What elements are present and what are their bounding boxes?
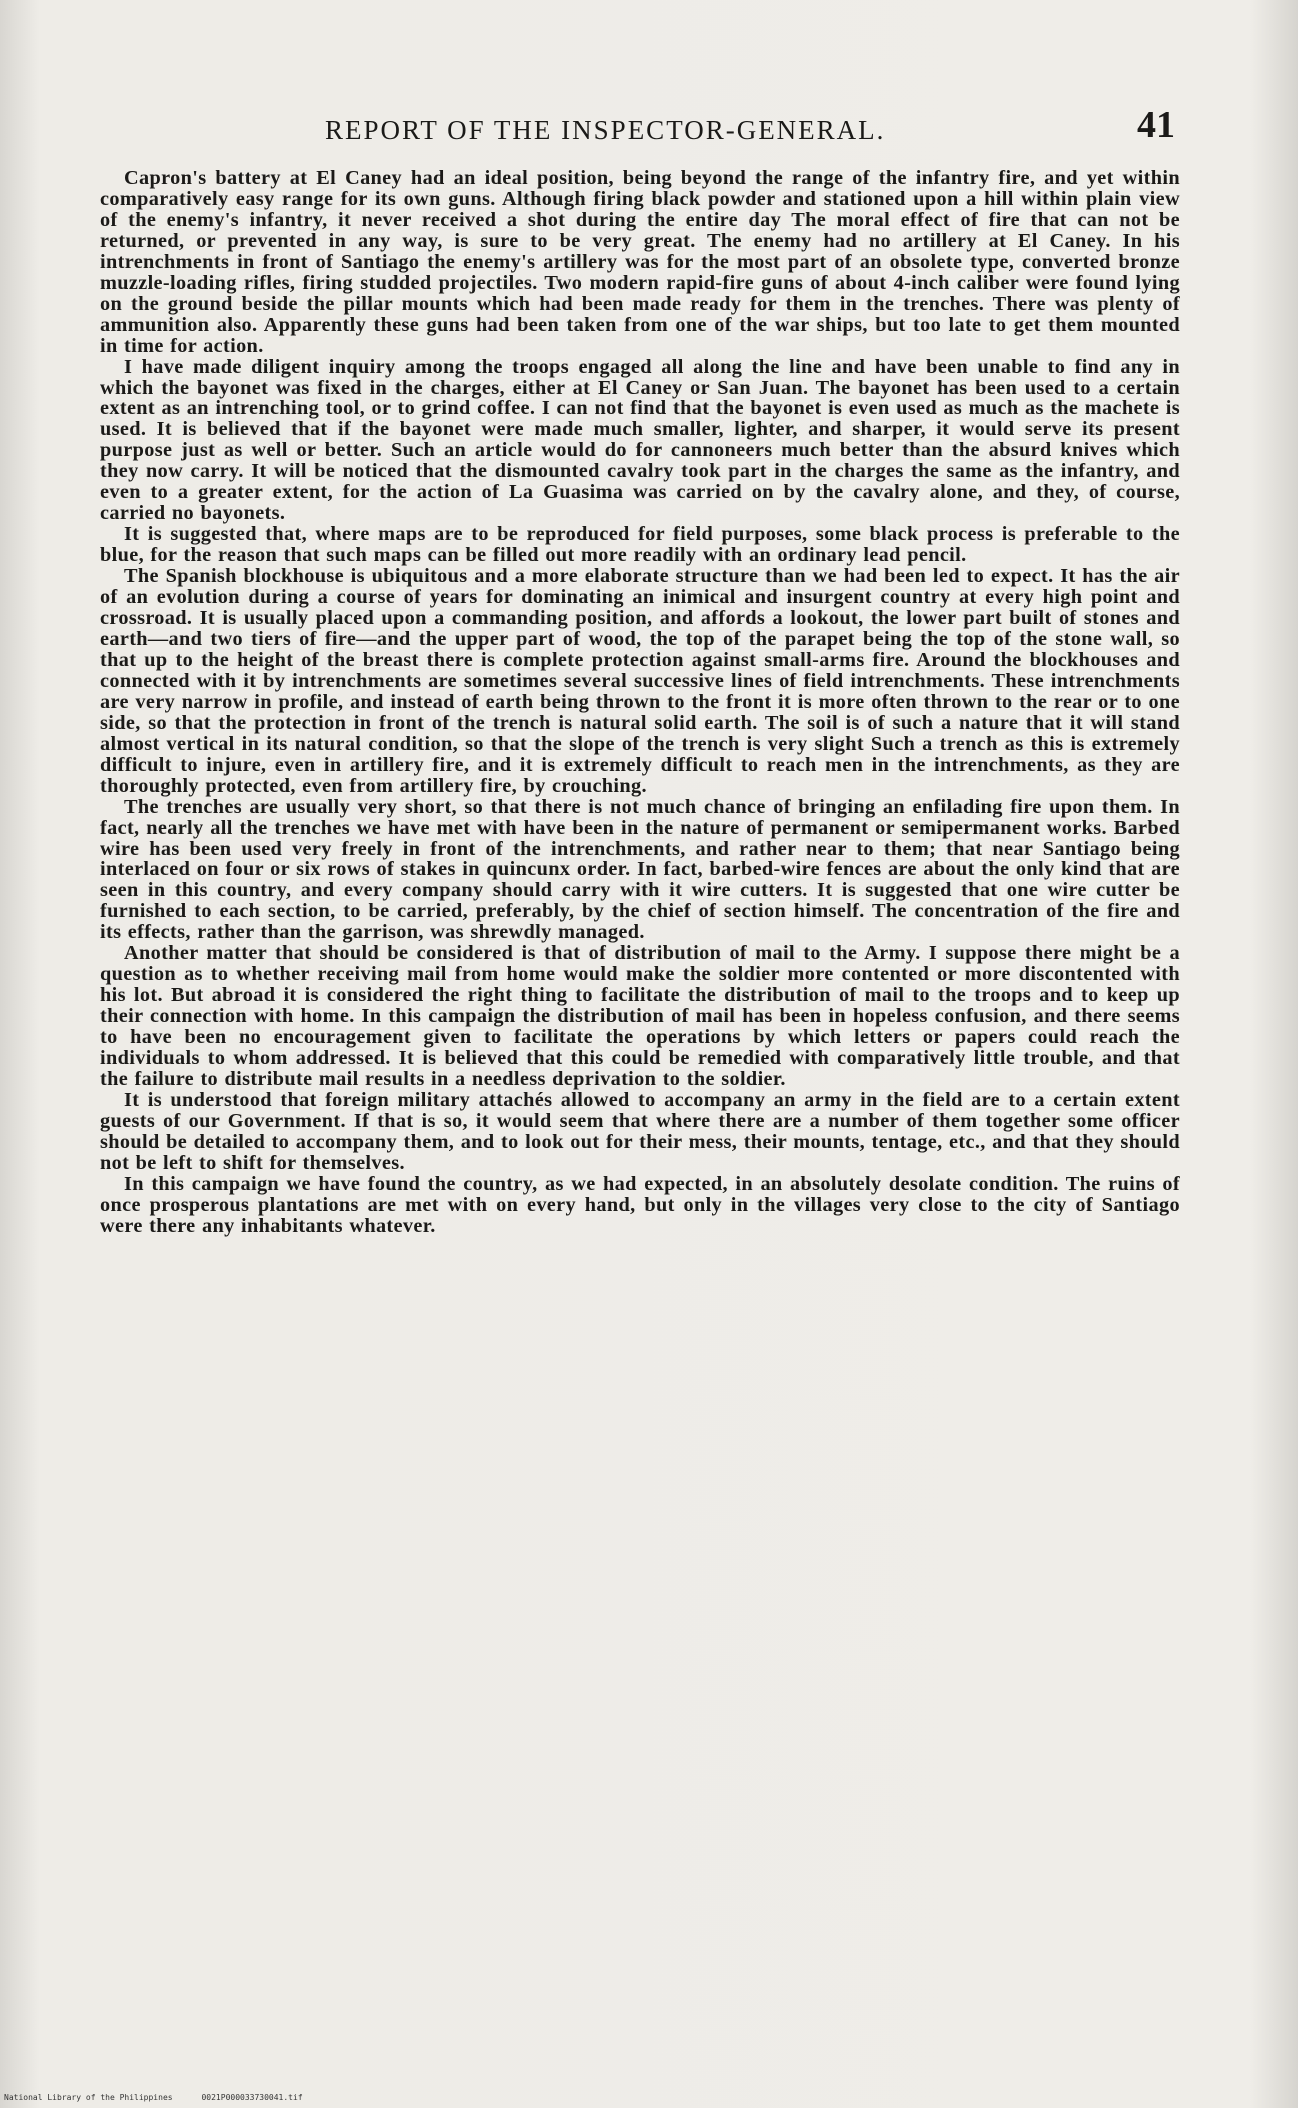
paragraph: Another matter that should be considered is that of distribution of mail to the Army. I suppose there might be a question as to whether receiving mail from home would make the soldier more contented or more discontented with his lot. But abroad it is considered the right thing to facilitate the distribution of mail to the troops and to keep up their connection with home. In this campaign the distribution of mail has been in hopeless confusion, and there seems to have been no encouragement given to facilitate the operations by which letters or papers could reach the individuals to whom addressed. It is believed that this could be remedied with comparatively little trouble, and that the failure to distribute mail results in a needless deprivation to the soldier. — [100, 942, 1180, 1090]
paragraph: Capron's battery at El Caney had an ideal position, being beyond the range of the infantry fire, and yet within comparatively easy range for its own guns. Although firing black powder and stationed upon a hill within plain view of the enemy's infantry, it never received a shot during the entire day The moral effect of fire that can not be returned, or prevented in any way, is sure to be very great. The enemy had no artillery at El Caney. In his intrenchments in front of Santiago the enemy's artillery was for the most part of an obsolete type, converted bronze muzzle-loading rifles, firing studded projectiles. Two modern rapid-fire guns of about 4-inch caliber were found lying on the ground beside the pillar mounts which had been made ready for them in the trenches. There was plenty of ammunition also. Apparently these guns had been taken from one of the war ships, but too late to get them mounted in time for action. — [100, 167, 1180, 357]
paragraph: The trenches are usually very short, so that there is not much chance of bringing an enfilading fire upon them. In fact, nearly all the trenches we have met with have been in the nature of permanent or semipermanent works. Barbed wire has been used very freely in front of the intrenchments, and rather near to them; that near Santiago being interlaced on four or six rows of stakes in quincunx order. In fact, barbed-wire fences are about the only kind that are seen in this country, and every company should carry with it wire cutters. It is suggested that one wire cutter be furnished to each section, to be carried, preferably, by the chief of section himself. The concentration of the fire and its effects, rather than the garrison, was shrewdly managed. — [100, 795, 1180, 944]
page-header — [100, 103, 1180, 153]
running-head: REPORT OF THE INSPECTOR-GENERAL. — [325, 115, 886, 145]
scan-footer — [4, 2093, 303, 2102]
paragraph: I have made diligent inquiry among the troops engaged all along the line and have been unable to find any in which the bayonet was fixed in the charges, either at El Caney or San Juan. The bayonet has been used to a certain extent as an intrenching tool, or to grind coffee. I can not find that the bayonet is even used as much as the machete is used. It is believed that if the bayonet were made much smaller, lighter, and sharper, it would serve its present purpose just as well or better. Such an article would do for cannoneers much better than the absurd knives which they now carry. It will be noticed that the dismounted cavalry took part in the charges the same as the infantry, and even to a greater extent, for the action of La Guasima was carried on by the cavalry alone, and they, of course, carried no bayonets. — [100, 355, 1180, 525]
paragraph: It is understood that foreign military attachés allowed to accompany an army in the field are to a certain extent guests of our Government. If that is so, it would seem that where there are a number of them together some officer should be detailed to accompany them, and to look out for their mess, their mounts, tentage, etc., and that they should not be left to shift for themselves. — [100, 1088, 1180, 1174]
page-number: 41 — [1137, 104, 1175, 146]
paragraph: In this campaign we have found the country, as we had expected, in an absolutely desolate condition. The ruins of once prosperous plantations are met with on every hand, but only in the villages very close to the city of Santiago were there any inhabitants whatever. — [100, 1172, 1180, 1237]
library-stamp: National Library of the Philippines — [4, 2093, 173, 2102]
paragraph: It is suggested that, where maps are to be reproduced for field purposes, some black process is preferable to the blue, for the reason that such maps can be filled out more readily with an ordinary lead pencil. — [100, 523, 1180, 567]
paragraph: The Spanish blockhouse is ubiquitous and a more elaborate structure than we had been led to expect. It has the air of an evolution during a course of years for dominating an inimical and insurgent country at every high point and crossroad. It is usually placed upon a commanding position, and affords a lookout, the lower part built of stones and earth—and two tiers of fire—and the upper part of wood, the top of the parapet being the top of the stone wall, so that up to the height of the breast there is complete protection against small-arms fire. Around the blockhouses and connected with it by intrenchments are sometimes several successive lines of field intrenchments. These intrenchments are very narrow in profile, and instead of earth being thrown to the front it is more often thrown to the rear or to one side, so that the protection in front of the trench is natural solid earth. The soil is of such a nature that it will stand almost vertical in its natural condition, so that the slope of the trench is very slight Such a trench as this is extremely difficult to injure, even in artillery fire, and it is extremely difficult to reach men in the intrenchments, as they are thoroughly protected, even from artillery fire, by crouching. — [100, 565, 1180, 797]
scan-id: 0021P000033730041.tif — [201, 2093, 303, 2102]
body-text — [100, 168, 1180, 1237]
